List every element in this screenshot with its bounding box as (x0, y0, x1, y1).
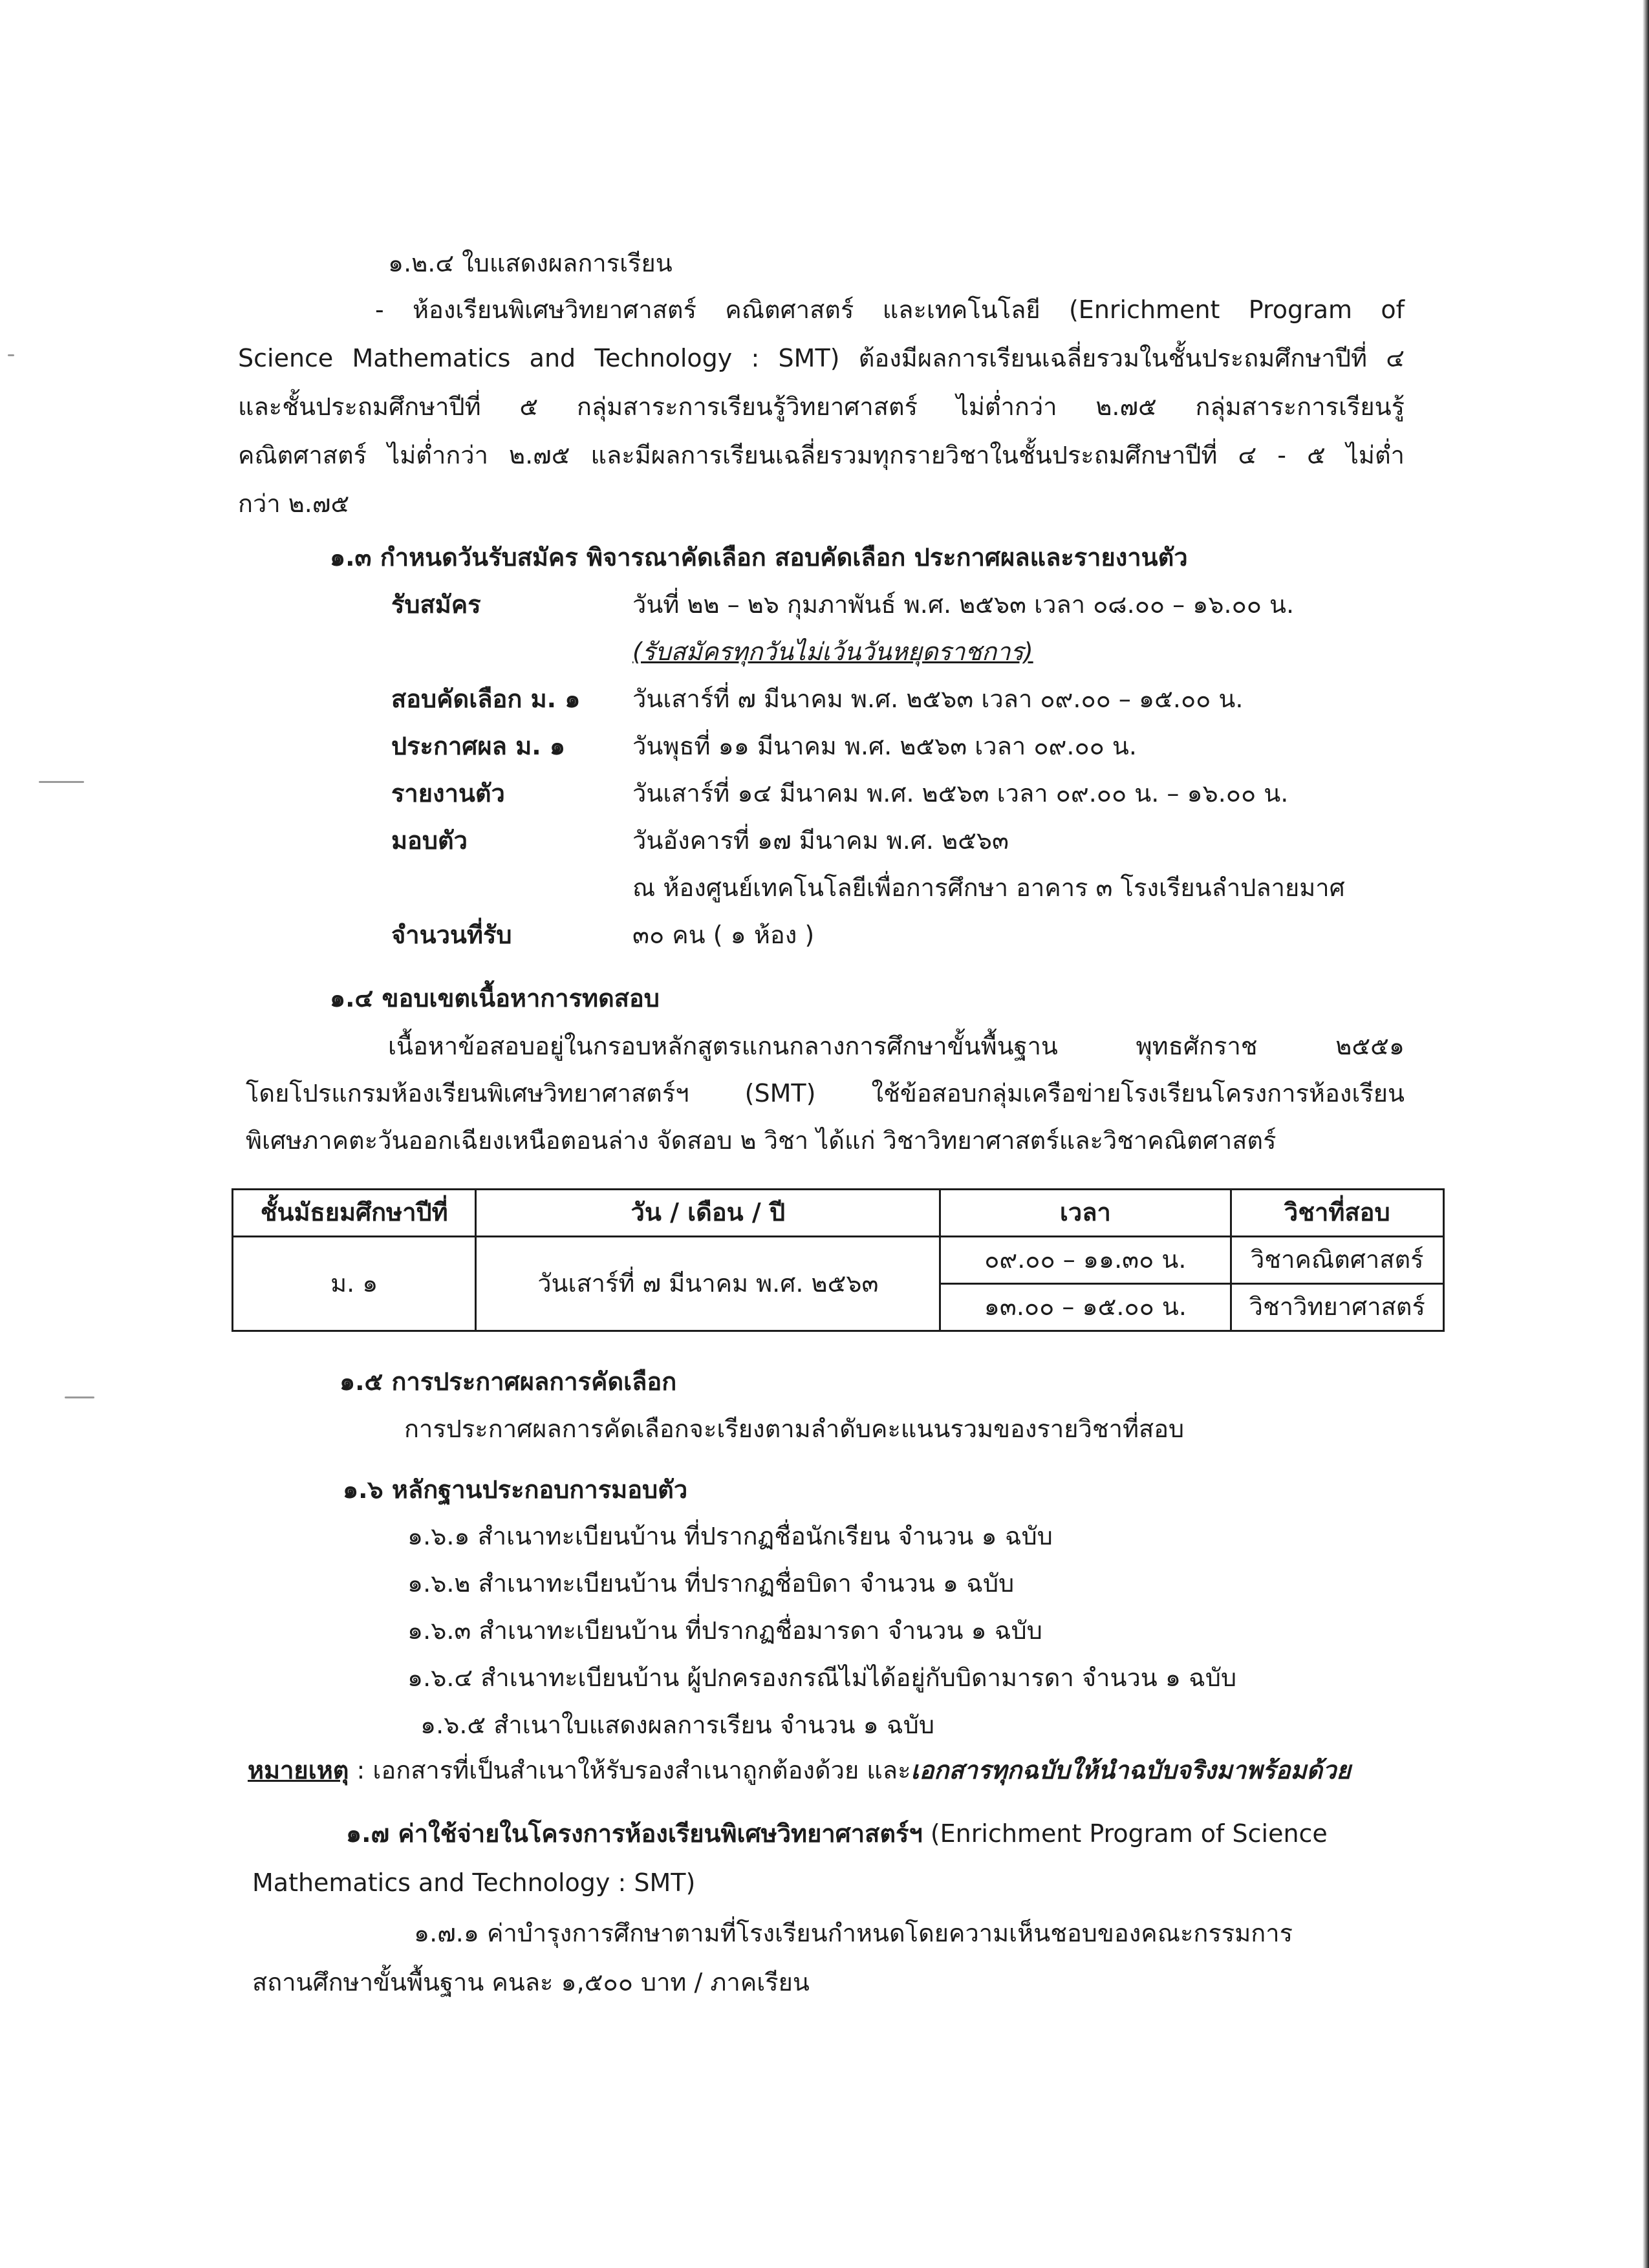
table-header: วัน / เดือน / ปี (476, 1190, 940, 1237)
section-1-3-heading: ๑.๓ กำหนดวันรับสมัคร พิจารณาคัดเลือก สอบคัดเลือก ประกาศผลและรายงานตัว (330, 543, 1188, 572)
paragraph-line: Mathematics and Technology : SMT) (252, 1868, 696, 1897)
paragraph-line: - ห้องเรียนพิเศษวิทยาศาสตร์ คณิตศาสตร์ และเทคโนโลยี (Enrichment Program of (375, 295, 1405, 324)
note-label: หมายเหตุ (248, 1756, 349, 1784)
paragraph-line: ๑.๗.๑ ค่าบำรุงการศึกษาตามที่โรงเรียนกำหนดโดยความเห็นชอบของคณะกรรมการ (414, 1919, 1293, 1947)
note-emphasis: เอกสารทุกฉบับให้นำฉบับจริงมาพร้อมด้วย (911, 1756, 1351, 1784)
schedule-label: สอบคัดเลือก ม. ๑ (391, 685, 581, 713)
schedule-label: ประกาศผล ม. ๑ (391, 732, 566, 760)
schedule-value: วันอังคารที่ ๑๗ มีนาคม พ.ศ. ๒๕๖๓ (632, 826, 1009, 855)
schedule-label: จำนวนที่รับ (391, 921, 512, 949)
note-line (248, 1755, 1351, 1786)
scan-mark (8, 354, 14, 356)
document-list-item: ๑.๖.๔ สำเนาทะเบียนบ้าน ผู้ปกครองกรณีไม่ได้อยู่กับบิดามารดา จำนวน ๑ ฉบับ (407, 1664, 1237, 1692)
section-1-4-heading: ๑.๔ ขอบเขตเนื้อหาการทดสอบ (330, 984, 660, 1012)
table-header: ชั้นมัธยมศึกษาปีที่ (233, 1190, 476, 1237)
section-1-5-heading: ๑.๕ การประกาศผลการคัดเลือก (339, 1367, 677, 1396)
section-1-7-heading (346, 1818, 1328, 1850)
schedule-note: (รับสมัครทุกวันไม่เว้นวันหยุดราชการ) (632, 637, 1033, 666)
paragraph-line: เนื้อหาข้อสอบอยู่ในกรอบหลักสูตรแกนกลางการศึกษาขั้นพื้นฐาน พุทธศักราช ๒๕๕๑ (388, 1032, 1405, 1060)
table-cell-date: วันเสาร์ที่ ๗ มีนาคม พ.ศ. ๒๕๖๓ (476, 1237, 940, 1331)
schedule-label: รับสมัคร (391, 590, 481, 619)
schedule-value: วันที่ ๒๒ – ๒๖ กุมภาพันธ์ พ.ศ. ๒๕๖๓ เวลา ๐๘.๐๐ – ๑๖.๐๐ น. (632, 590, 1295, 619)
document-list-item: ๑.๖.๑ สำเนาทะเบียนบ้าน ที่ปรากฏชื่อนักเรียน จำนวน ๑ ฉบับ (407, 1522, 1053, 1550)
table-cell-time: ๐๙.๐๐ – ๑๑.๓๐ น. (940, 1237, 1231, 1284)
table-cell-subject: วิชาคณิตศาสตร์ (1231, 1237, 1443, 1284)
paragraph-line: กว่า ๒.๗๕ (238, 489, 350, 518)
paragraph-line: คณิตศาสตร์ ไม่ต่ำกว่า ๒.๗๕ และมีผลการเรียนเฉลี่ยรวมทุกรายวิชาในชั้นประถมศึกษาปีที่ ๔ - ๕ ไม่ต่ำ (238, 441, 1405, 469)
table-header: เวลา (940, 1190, 1231, 1237)
paragraph-line: และชั้นประถมศึกษาปีที่ ๕ กลุ่มสาระการเรียนรู้วิทยาศาสตร์ ไม่ต่ำกว่า ๒.๗๕ กลุ่มสาระการเรียนรู้ (238, 392, 1405, 421)
schedule-value: ณ ห้องศูนย์เทคโนโลยีเพื่อการศึกษา อาคาร ๓ โรงเรียนลำปลายมาศ (632, 873, 1345, 902)
table-cell-grade: ม. ๑ (233, 1237, 476, 1331)
table-cell-subject: วิชาวิทยาศาสตร์ (1231, 1284, 1443, 1331)
section-1-5-text: การประกาศผลการคัดเลือกจะเรียงตามลำดับคะแนนรวมของรายวิชาที่สอบ (404, 1415, 1185, 1443)
scan-edge-shadow (1643, 0, 1649, 2268)
schedule-value: วันเสาร์ที่ ๗ มีนาคม พ.ศ. ๒๕๖๓ เวลา ๐๙.๐๐ – ๑๕.๐๐ น. (632, 685, 1244, 713)
table-header-row (233, 1190, 1444, 1237)
schedule-value: ๓๐ คน ( ๑ ห้อง ) (632, 921, 815, 949)
schedule-value: วันพุธที่ ๑๑ มีนาคม พ.ศ. ๒๕๖๓ เวลา ๐๙.๐๐ น. (632, 732, 1137, 760)
exam-schedule-table (232, 1188, 1445, 1332)
paragraph-line: Science Mathematics and Technology : SMT) ต้องมีผลการเรียนเฉลี่ยรวมในชั้นประถมศึกษาปีที่ ๔ (238, 344, 1405, 372)
paragraph-line: สถานศึกษาขั้นพื้นฐาน คนละ ๑,๕๐๐ บาท / ภาคเรียน (252, 1968, 810, 1996)
note-text: เอกสารที่เป็นสำเนาให้รับรองสำเนาถูกต้องด้วย และ (372, 1756, 911, 1784)
section-1-7-heading-bold: ๑.๗ ค่าใช้จ่ายในโครงการห้องเรียนพิเศษวิทยาศาสตร์ฯ (346, 1819, 923, 1848)
document-list-item: ๑.๖.๓ สำเนาทะเบียนบ้าน ที่ปรากฏชื่อมารดา จำนวน ๑ ฉบับ (407, 1616, 1042, 1645)
table-row (233, 1237, 1444, 1284)
table-cell-time: ๑๓.๐๐ – ๑๕.๐๐ น. (940, 1284, 1231, 1331)
section-1-6-heading: ๑.๖ หลักฐานประกอบการมอบตัว (343, 1475, 688, 1504)
table-header: วิชาที่สอบ (1231, 1190, 1443, 1237)
schedule-label: มอบตัว (391, 826, 468, 855)
schedule-value: วันเสาร์ที่ ๑๔ มีนาคม พ.ศ. ๒๕๖๓ เวลา ๐๙.๐๐ น. – ๑๖.๐๐ น. (632, 779, 1289, 808)
schedule-label: รายงานตัว (391, 779, 505, 808)
scan-mark (65, 1396, 94, 1398)
note-colon: : (349, 1756, 373, 1784)
section-1-2-4-heading: ๑.๒.๔ ใบแสดงผลการเรียน (388, 249, 673, 277)
section-1-7-heading-rest: (Enrichment Program of Science (922, 1819, 1328, 1848)
scan-mark (39, 781, 84, 783)
document-list-item: ๑.๖.๒ สำเนาทะเบียนบ้าน ที่ปรากฏชื่อบิดา จำนวน ๑ ฉบับ (407, 1569, 1015, 1598)
paragraph-line: โดยโปรแกรมห้องเรียนพิเศษวิทยาศาสตร์ฯ (SMT) ใช้ข้อสอบกลุ่มเครือข่ายโรงเรียนโครงการห้องเรียน (246, 1079, 1405, 1107)
document-list-item: ๑.๖.๕ สำเนาใบแสดงผลการเรียน จำนวน ๑ ฉบับ (420, 1711, 934, 1739)
paragraph-line: พิเศษภาคตะวันออกเฉียงเหนือตอนล่าง จัดสอบ ๒ วิชา ได้แก่ วิชาวิทยาศาสตร์และวิชาคณิตศาสตร์ (246, 1126, 1277, 1155)
